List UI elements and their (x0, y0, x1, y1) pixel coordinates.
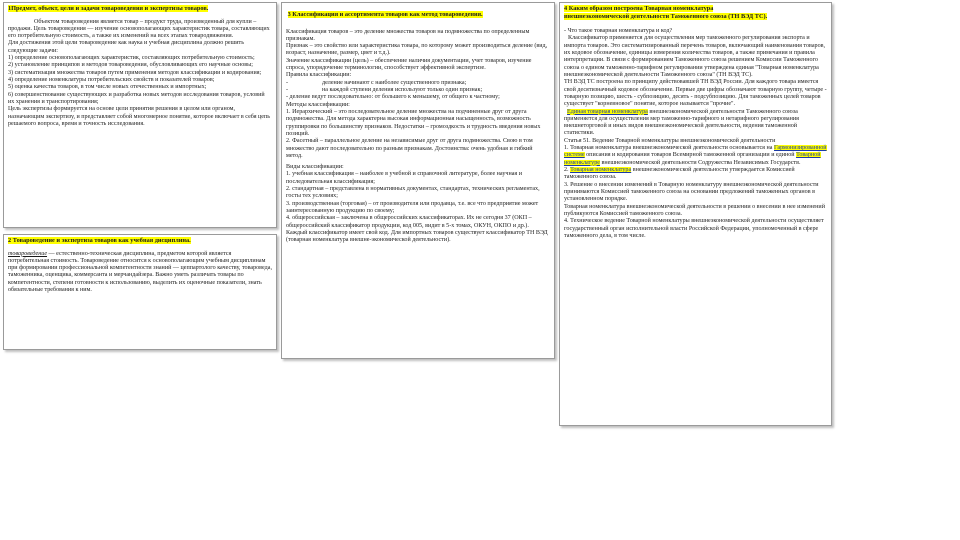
list-item: 3. производственная (торговая) – от производителя или продавца, т.е. все что предприятие может заинтересованную продукцию по своему; (286, 200, 539, 215)
paragraph: товароведение — естественно-техническая дисциплина, предметом которой является потребительная стоимость. Товароведение относится к основополагающим учебным дисциплинам при формировании профессиональной компетентности знаний — цеппартолого качеству, товароведа, таможенника, оценщика, коммерсанта и мерчандайзера. Важно уметь различать товары по компетентности, степени готовности к использованию, выделить их оценочные показатели, знать обязательные требования к ним. (8, 250, 272, 294)
card-title: 1Предмет, объект, цели и задачи товароведения и экспертизы товаров. (8, 5, 209, 12)
list-item: 5) оценка качества товаров, в том числе новых отечественных и импортных; (8, 84, 207, 91)
list-item: 6) совершенствование существующих и разработка новых методов исследования товаров, условий их хранения и транспортирования; (8, 91, 265, 105)
paragraph: ТН ВЭД ТС построена по принципу действовавшей ТН ВЭД России. Для каждого товара имеется свой десятизначный кодовое обозначение. Первые две цифры обозначают товарную группу, четыре - товарную позицию, шесть - субпозицию, десять - подсубпозицию. Для таможенных целей товаров существует "корневновое" понятие, которое называется "прочие". (564, 79, 827, 108)
list-item: 4. общероссийская – заключена в общероссийских классификаторах. Их не сегодня 37 (ОКП – общероссийский классификатор продукции, код 005, видит в 5-х томах, ОКУН, ОКПО и др.). Каждый классификатор имеет свой код. Для импортных товаров существует классификатор ТН ВЭД (товарная номенклатура внешне-экономической деятельности). (286, 215, 548, 244)
paragraph: Единая товарная номенклатура внешнеэкономической деятельности Таможенного союза применяется для осуществления мер таможенно-тарифного и нетарифного регулирования внешнеторговой и иных видов внешнеэкономической деятельности, ведения таможенной статистики. (564, 108, 799, 137)
paragraph: Товарная номенклатура внешнеэкономической деятельности в решении о внесении в нее изменений публикуются Комиссией таможенного союза. (564, 203, 825, 217)
term: товароведение (8, 250, 48, 257)
list-item: 2. Фасетный – параллельное деление на независимые друг от друга подмножества. Свою в том множество дают последовательно по разным признакам. Достоинства: очень удобная и гибкий метод. (286, 138, 533, 159)
note-card-tn-ved (559, 2, 832, 426)
list-item: 2. стандартная – представлена в нормативных документах, стандартах, технических регламентах, госты тех условиях; (286, 186, 540, 200)
note-card-classification (281, 2, 555, 359)
list-item: - деление начинают с наиболее существенного признака; (286, 79, 467, 86)
paragraph: Классификатор применяется для осуществления мер таможенного регулирования экспорта и импорта товаров. Это систематизированный перечень товаров, включающий наименования товаров, их кодовое обозначение, единицы измерения количества товаров, а также примечания и правила интерпретации. В связи с формированием Таможенного союза решением Комиссии Таможенного союза о едином таможенно-тарифном регулировании утверждена единая "Товарная номенклатура внешнеэкономической деятельности Таможенного союза" (ТН ВЭД ТС). (564, 35, 826, 78)
list-item: 4. Техническое ведение Товарной номенклатуры внешнеэкономической деятельности осуществляет государственный орган исполнительной власти Российской Федерации, уполномоченный в сфере таможенного дела, в том числе. (564, 218, 824, 239)
list-item: 2. Товарная номенклатура внешнеэкономической деятельности утверждается Комиссией таможенного союза. (564, 167, 795, 181)
paragraph: Признак – это свойство или характеристика товара, по которому может производиться деление (вид, возраст, назначение, размер, цвет и т.д.). (286, 43, 548, 57)
list-item: 3) систематизация множества товаров путем применения методов классификации и кодирования; (8, 69, 262, 76)
paragraph: Виды классификации: (286, 164, 344, 171)
list-item: - деление ведут последовательно: от большего к меньшему, от общего к частному; (286, 94, 500, 101)
paragraph: Цель экспертизы формируется на основе цели принятия решения в целом или органом, назначающим экспертизу, и представляет собой многомерное понятие, которое включает в себя цепь решаемого вопроса, время и точность исследования. (8, 106, 271, 127)
nomenclature-link-2[interactable]: Товарная номенклатура (570, 167, 632, 174)
list-item: 1. учебная классификация – наиболее в учебной и справочной литературе, более научная и последовательная классификация; (286, 171, 522, 185)
list-item: 3. Решение о внесении изменений в Товарную номенклатуру внешнеэкономической деятельности принимаются Комиссией таможенного союза на основании предложений таможенных органов в установленном порядке. (564, 181, 819, 203)
nomenclature-link[interactable]: Товарной номенклатуре (564, 152, 821, 166)
card-title: 3 Классификация и ассортимента товаров как метод товароведения. (287, 11, 483, 18)
term-link[interactable]: Единая товарная номенклатура (567, 108, 648, 115)
paragraph: Значение классификации (цель) – обеспечение наличия документации, учет товаров, изучение спроса, упорядочение терминологии, способствует эффективной экспертизе. (286, 57, 532, 72)
list-item: 1) определение основополагающих характеристик, составляющих потребительную стоимость; (8, 55, 255, 62)
paragraph: Объектом товароведения является товар – продукт труда, произведенный для купли – продажи. Цель товароведения — изучение основополагающих характеристик товара, составляющих его потребительную стоимость, а также их изменений на всех этапах товародвижения. (8, 18, 270, 40)
card-title: 4 Каким образом построена Товарная номенклатура внешнеэкономической деятельности Таможенного союза (ТН ВЭД ТС). (564, 5, 768, 20)
card-title: 2 Товароведение и экспертиза товаров как учебная дисциплина. (8, 237, 191, 244)
note-card-subject-objectives (3, 2, 277, 228)
question: - Что такое товарная номенклатура и код? (564, 28, 673, 35)
article-heading: Статья 51. Ведение Товарной номенклатуры внешнеэкономической деятельности (564, 137, 776, 144)
paragraph: Классификация товаров – это деление множества товаров на подмножества по определенным признакам. (286, 28, 530, 42)
list-item: 4) определение номенклатуры потребительских свойств и показателей товаров; (8, 77, 215, 84)
list-item: 1. Иерархический – это последовательное деление множества на подчиненные друг от друга подмножества. Для метода характерна высокая информационная насыщенность, возможность группировки по большинству признаков. Недостатки – громоздкость и трудность введения новых позиций. (286, 108, 541, 137)
paragraph: Для достижения этой цели товароведение как наука и учебная дисциплина должно решить следующие задачи: (8, 40, 244, 54)
list-item: 1. Товарная номенклатура внешнеэкономической деятельности основывается на Гармонизированной системе описания и кодирования товаров Всемирной таможенной организации и единой Товарной номенклатуре внешнеэкономической деятельности Содружества Независимых Государств. (564, 145, 827, 166)
list-item: - на каждой ступени деления используют только один признак; (286, 87, 483, 94)
harmonized-system-link[interactable]: Гармонизированной системе (564, 145, 827, 159)
paragraph: Правила классификации: (286, 72, 352, 79)
list-item: 2) установление принципов и методов товароведения, обусловливающих его научные основы; (8, 62, 253, 69)
note-card-discipline (3, 234, 277, 350)
paragraph: Методы классификации: (286, 101, 350, 108)
